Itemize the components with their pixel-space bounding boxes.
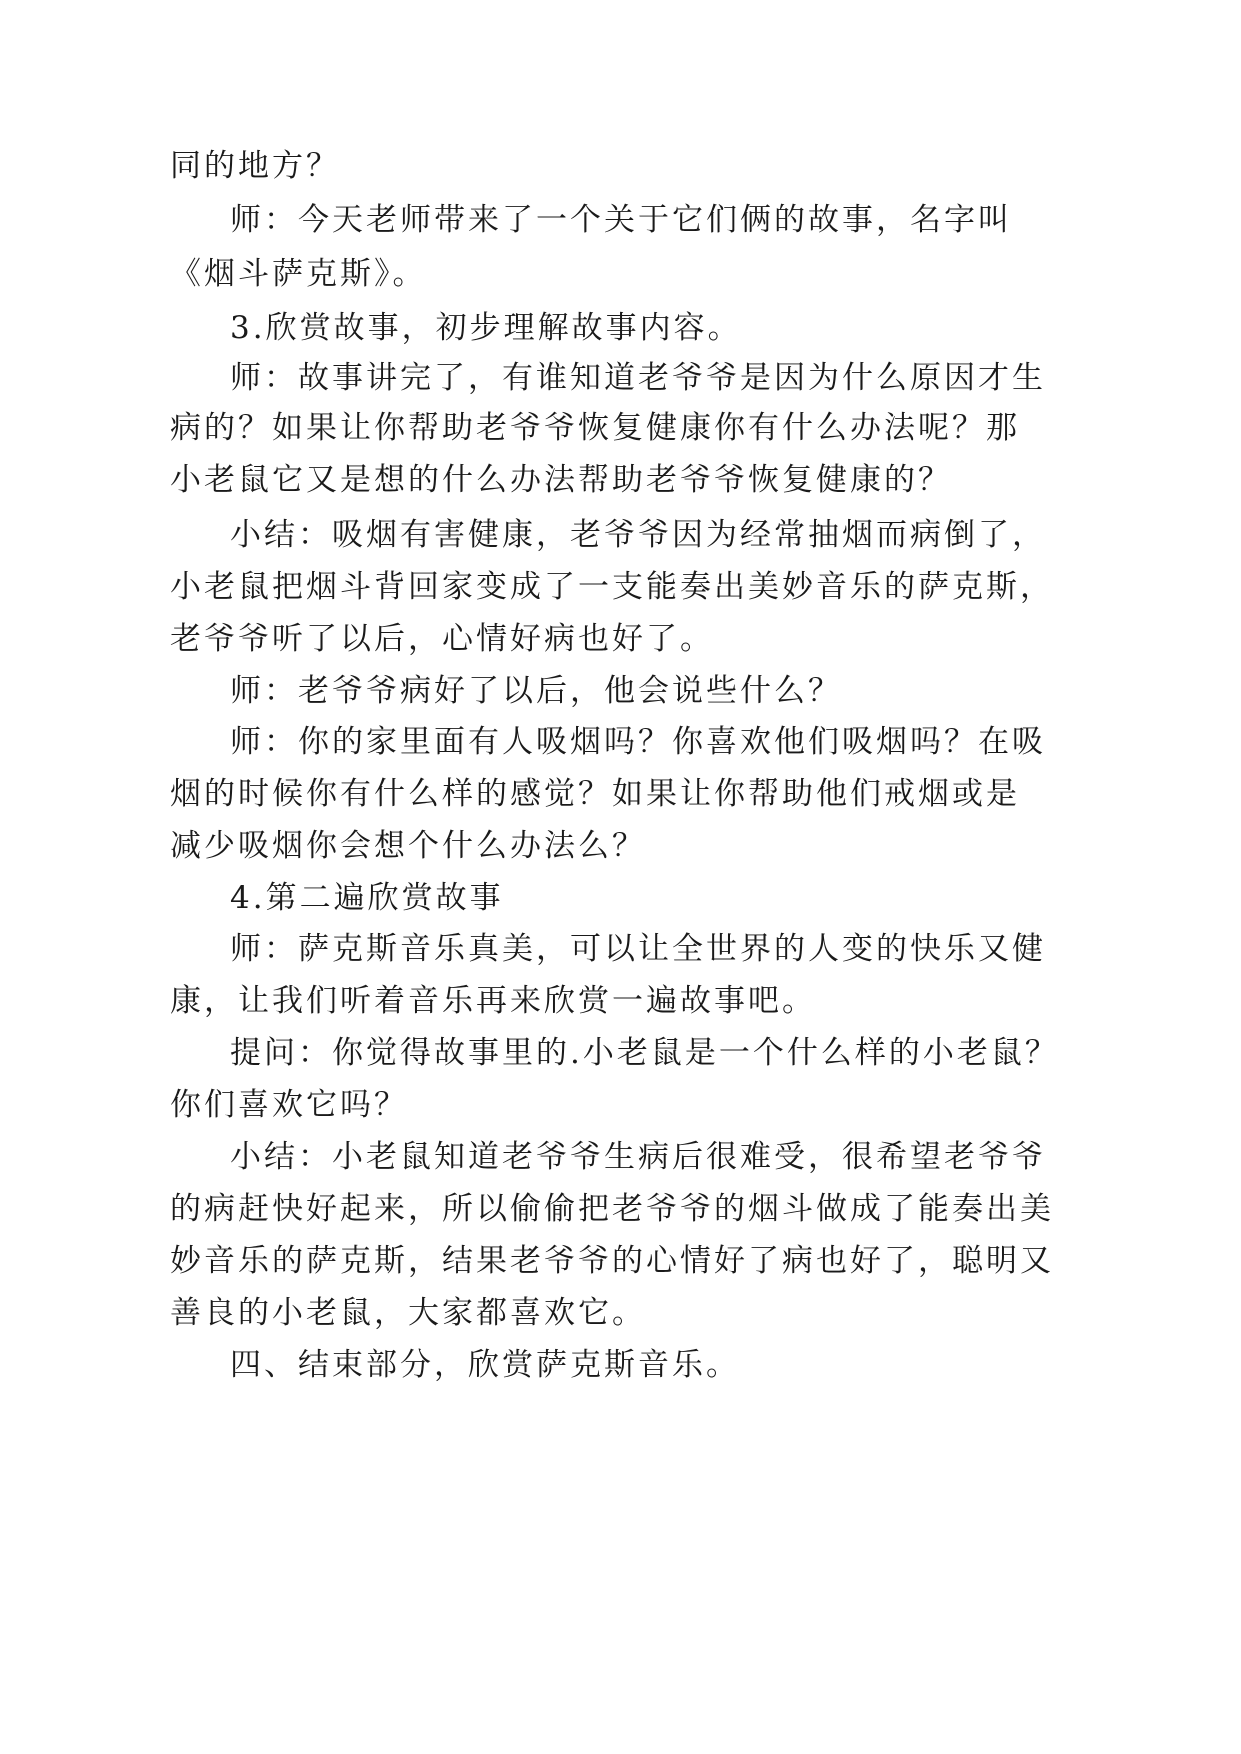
paragraph-line: 小老鼠它又是想的什么办法帮助老爷爷恢复健康的？ — [170, 462, 952, 498]
section-heading: 4.第二遍欣赏故事 — [230, 880, 504, 916]
paragraph-line: 师：老爷爷病好了以后，他会说些什么？ — [230, 673, 842, 709]
paragraph-line: 小结：吸烟有害健康，老爷爷因为经常抽烟而病倒了， — [230, 517, 1046, 553]
paragraph-line: 烟的时候你有什么样的感觉？如果让你帮助他们戒烟或是 — [170, 776, 1020, 812]
section-heading: 3.欣赏故事，初步理解故事内容。 — [230, 310, 742, 346]
paragraph-line: 你们喜欢它吗？ — [170, 1087, 408, 1123]
paragraph-line: 提问：你觉得故事里的.小老鼠是一个什么样的小老鼠？ — [230, 1035, 1059, 1071]
paragraph-line: 康，让我们听着音乐再来欣赏一遍故事吧。 — [170, 983, 816, 1019]
section-heading: 四、结束部分，欣赏萨克斯音乐。 — [230, 1347, 740, 1383]
paragraph-line: 师：你的家里面有人吸烟吗？你喜欢他们吸烟吗？在吸 — [230, 724, 1046, 760]
paragraph-line: 妙音乐的萨克斯，结果老爷爷的心情好了病也好了，聪明又 — [170, 1243, 1054, 1279]
paragraph-line: 同的地方？ — [170, 148, 340, 184]
paragraph-line: 师：今天老师带来了一个关于它们俩的故事，名字叫 — [230, 202, 1012, 238]
paragraph-line: 病的？如果让你帮助老爷爷恢复健康你有什么办法呢？那 — [170, 410, 1020, 446]
paragraph-line: 《烟斗萨克斯》。 — [170, 256, 427, 292]
paragraph-line: 师：萨克斯音乐真美，可以让全世界的人变的快乐又健 — [230, 931, 1046, 967]
paragraph-line: 老爷爷听了以后，心情好病也好了。 — [170, 621, 714, 657]
paragraph-line: 的病赶快好起来，所以偷偷把老爷爷的烟斗做成了能奏出美 — [170, 1191, 1054, 1227]
paragraph-line: 师：故事讲完了，有谁知道老爷爷是因为什么原因才生 — [230, 360, 1046, 396]
paragraph-line: 小结：小老鼠知道老爷爷生病后很难受，很希望老爷爷 — [230, 1139, 1046, 1175]
paragraph-line: 减少吸烟你会想个什么办法么？ — [170, 828, 646, 864]
paragraph-line: 善良的小老鼠，大家都喜欢它。 — [170, 1295, 646, 1331]
paragraph-line: 小老鼠把烟斗背回家变成了一支能奏出美妙音乐的萨克斯， — [170, 569, 1054, 605]
